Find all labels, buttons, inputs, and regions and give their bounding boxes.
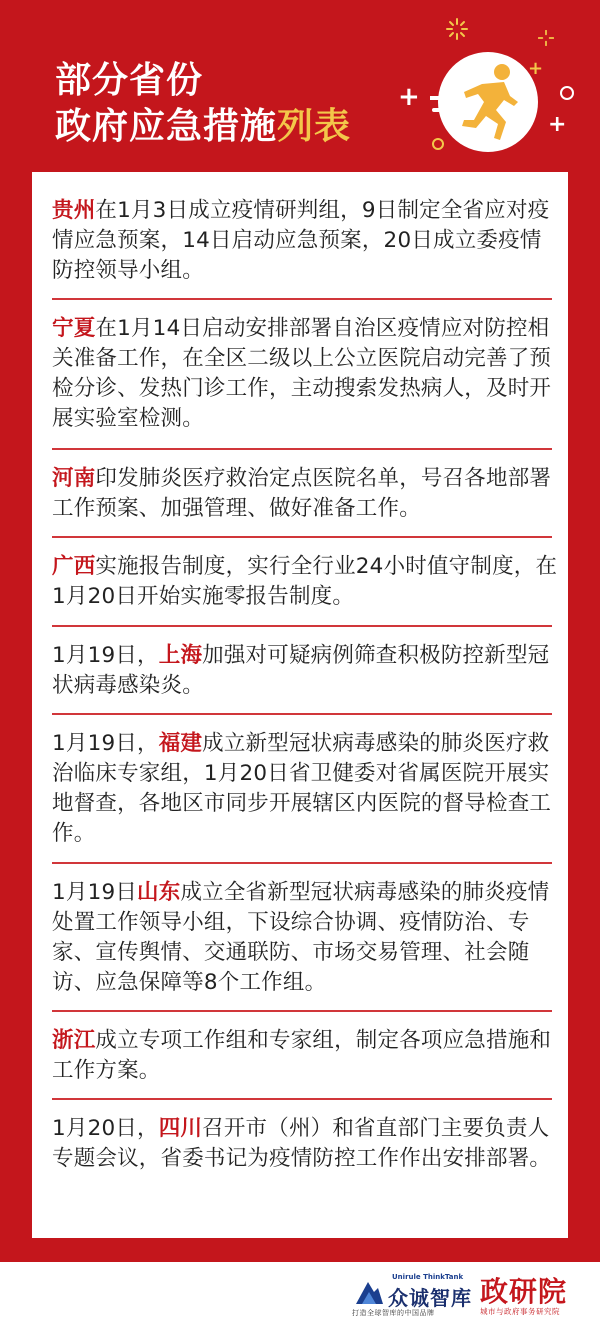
running-person-icon xyxy=(430,48,538,156)
firework-icon xyxy=(446,18,468,40)
province-name: 上海 xyxy=(158,643,203,668)
item-text: 成立新型冠状病毒感染的肺炎医疗救治临床专家组，1月20日省卫健委对省属医院开展实地督查，各地区市同步开展辖区内医院的督导检查工作。 xyxy=(52,731,552,846)
item-text: 成立全省新型冠状病毒感染的肺炎疫情处置工作领导小组，下设综合协调、疫情防治、专家、宣传舆情、交通联防、市场交易管理、社会随访、应急保障等8个工作组。 xyxy=(52,880,550,995)
divider xyxy=(52,536,552,538)
firework-icon xyxy=(538,30,554,46)
title-line-2 xyxy=(55,104,351,150)
list-item xyxy=(52,464,560,524)
province-name: 浙江 xyxy=(52,1028,96,1053)
divider xyxy=(52,713,552,715)
logo-slogan: 打造全球智库的中国品牌 xyxy=(352,1309,435,1317)
province-name: 宁夏 xyxy=(52,316,96,341)
divider xyxy=(52,862,552,864)
province-name: 福建 xyxy=(158,731,203,756)
title-line-1: 部分省份 xyxy=(55,60,204,101)
mountain-logo-icon xyxy=(354,1278,384,1306)
item-text: 在1月3日成立疫情研判组，9日制定全省应对疫情应急预案，14日启动应急预案，20日成立委疫情防控领导小组。 xyxy=(52,198,550,283)
item-text: 印发肺炎医疗救治定点医院名单，号召各地部署工作预案、加强管理、做好准备工作。 xyxy=(52,466,552,521)
logo-english: Unirule ThinkTank xyxy=(392,1273,464,1281)
list-item xyxy=(52,314,560,434)
list-item xyxy=(52,1114,560,1174)
title-main: 政府应急措施 xyxy=(55,106,278,147)
divider xyxy=(52,1098,552,1100)
divider xyxy=(52,1010,552,1012)
list-item xyxy=(52,196,560,286)
item-date: 1月19日， xyxy=(52,731,159,756)
content-panel xyxy=(32,172,568,1238)
plus-deco-icon: + xyxy=(398,82,420,112)
footer xyxy=(0,1262,600,1326)
province-name: 四川 xyxy=(158,1116,203,1141)
province-name: 山东 xyxy=(137,880,181,905)
item-text: 在1月14日启动安排部署自治区疫情应对防控相关准备工作，在全区二级以上公立医院启动完善了预检分诊、发热门诊工作，主动搜索发热病人，及时开展实验室检测。 xyxy=(52,316,552,431)
brand-logo: 政研院 xyxy=(480,1275,568,1308)
item-date: 1月20日， xyxy=(52,1116,159,1141)
plus-deco-icon: + xyxy=(548,112,567,137)
page-title xyxy=(55,58,351,150)
brand-subtitle: 城市与政府事务研究院 xyxy=(480,1307,560,1316)
item-text: 成立专项工作组和专家组，制定各项应急措施和工作方案。 xyxy=(52,1028,552,1083)
logo-chinese: 众诚智库 xyxy=(388,1286,472,1310)
plus-deco-icon: + xyxy=(528,58,544,79)
ring-deco-icon xyxy=(560,86,574,100)
list-item xyxy=(52,1026,560,1086)
title-accent: 列表 xyxy=(277,106,352,147)
item-text: 召开市（州）和省直部门主要负责人专题会议，省委书记为疫情防控工作作出安排部署。 xyxy=(52,1116,552,1171)
province-name: 河南 xyxy=(52,466,96,491)
list-item xyxy=(52,878,560,998)
item-text: 实施报告制度，实行全行业24小时值守制度，在1月20日开始实施零报告制度。 xyxy=(52,554,558,609)
item-text: 加强对可疑病例筛查积极防控新型冠状病毒感染炎。 xyxy=(52,643,550,698)
list-item xyxy=(52,729,560,849)
divider xyxy=(52,448,552,450)
divider xyxy=(52,298,552,300)
divider xyxy=(52,625,552,627)
list-item xyxy=(52,552,560,612)
item-date: 1月19日 xyxy=(52,880,138,905)
province-name: 贵州 xyxy=(52,198,96,223)
province-name: 广西 xyxy=(52,554,96,579)
item-date: 1月19日， xyxy=(52,643,159,668)
list-item xyxy=(52,641,560,701)
